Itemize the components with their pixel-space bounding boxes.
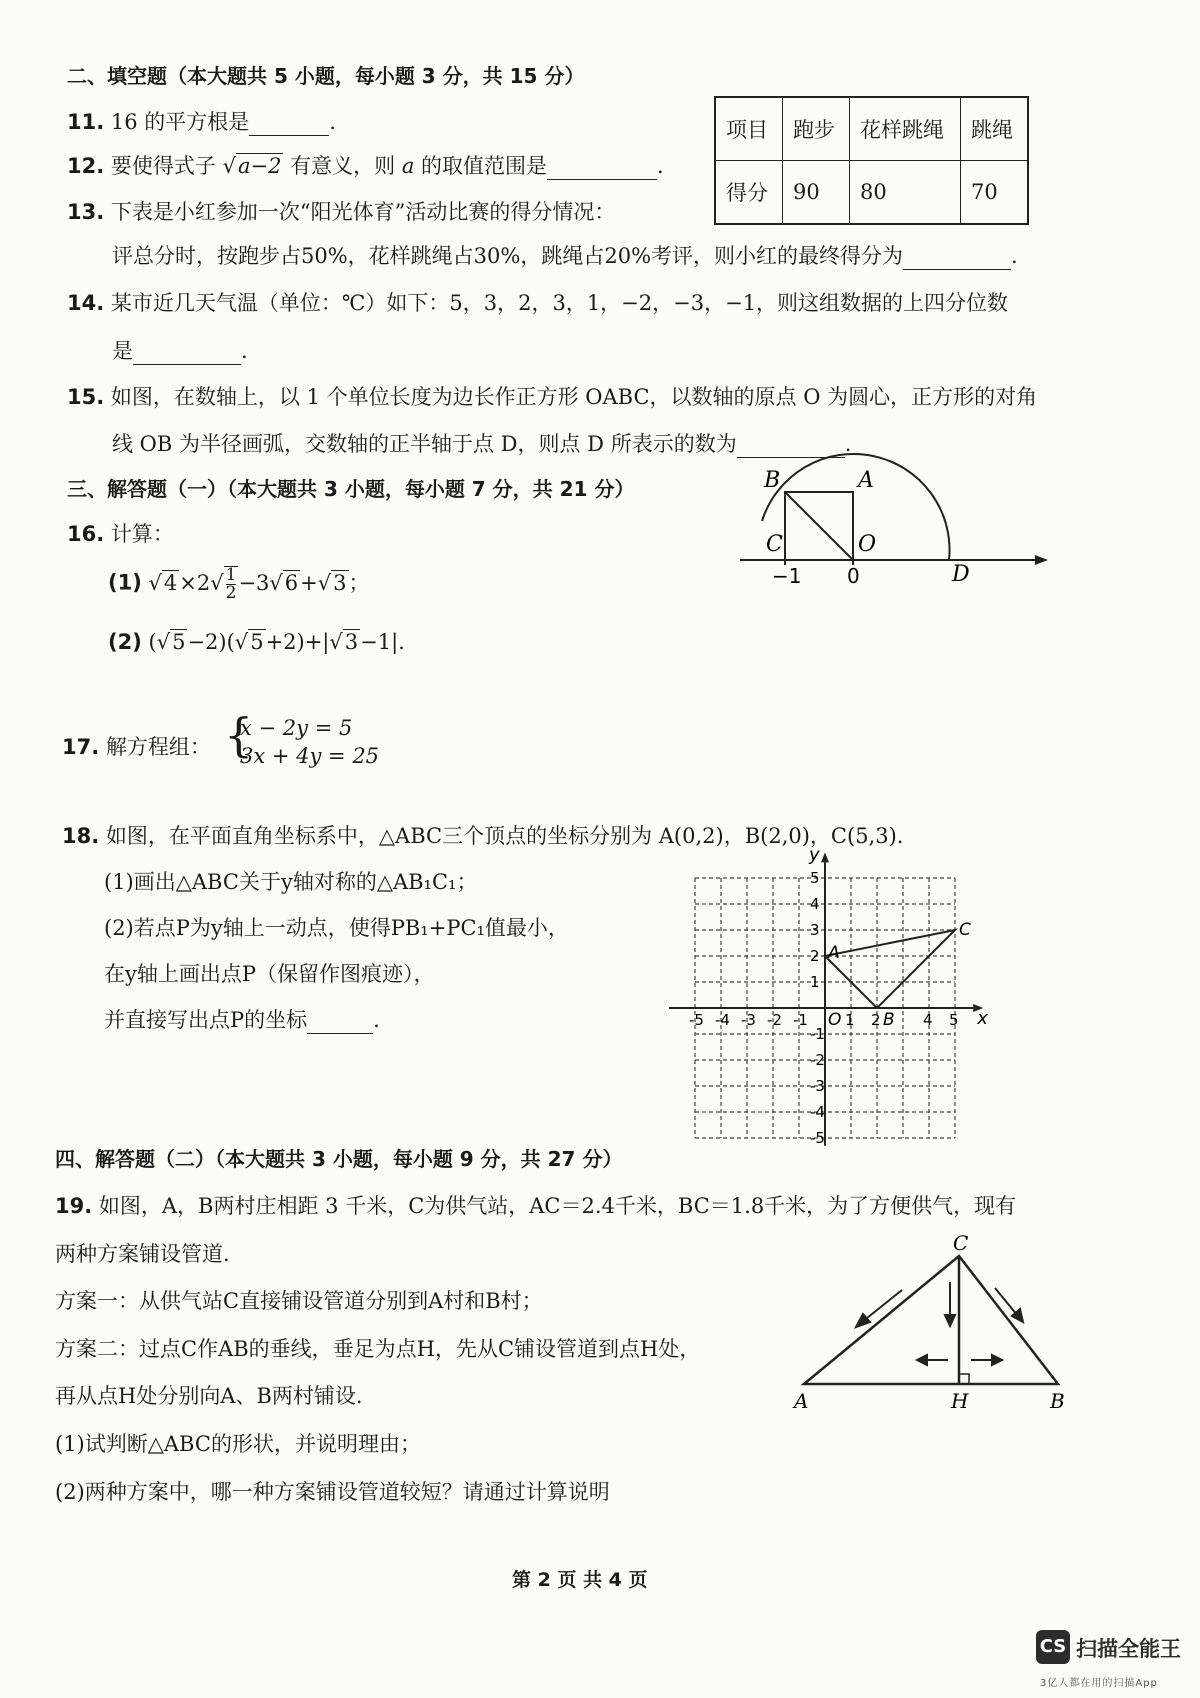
- figure-15-number-line: [730, 455, 1050, 590]
- question-19-line2: 两种方案铺设管道.: [55, 1242, 230, 1266]
- question-text: 要使得式子: [110, 154, 216, 178]
- diagonal-ob: [785, 492, 853, 560]
- arrow-head: [992, 1355, 1002, 1365]
- x-tick-label: 4: [923, 1011, 933, 1029]
- answer-blank: [547, 157, 657, 180]
- answer-blank: [903, 247, 1011, 270]
- origin-label: O: [828, 1010, 842, 1030]
- question-16-part1: [108, 566, 370, 602]
- x-tick-label: -4: [715, 1011, 730, 1029]
- triangle-abc: [825, 930, 955, 1008]
- x-tick-label: 1: [845, 1011, 855, 1029]
- point-label-c: C: [959, 920, 971, 940]
- question-15-line1: [67, 381, 1037, 411]
- question-text: 某市近几天气温（单位：℃）如下：5，3，2，3，1，−2，−3，−1，则这组数据的上四分位数: [110, 291, 1009, 315]
- question-text: 线 OB 为半径画弧，交数轴的正半轴于点 D，则点 D 所表示的数为: [112, 432, 737, 456]
- y-tick-label: -2: [810, 1051, 825, 1069]
- y-tick-label: 1: [810, 973, 820, 991]
- arc-bd: [762, 454, 950, 560]
- question-19-plan2a: 方案二：过点C作AB的垂线，垂足为点H，先从C铺设管道到点H处，: [55, 1337, 701, 1361]
- question-14-line2: [112, 335, 248, 365]
- y-tick-label: -3: [810, 1077, 825, 1095]
- arrow-head: [917, 1355, 927, 1365]
- question-text: 解方程组：: [105, 735, 211, 759]
- section-title-solve-2: 四、解答题（二）（本大题共 3 小题，每小题 9 分，共 27 分）: [55, 1147, 623, 1171]
- question-text: 评总分时，按跑步占50%，花样跳绳占30%，跳绳占20%考评，则小红的最终得分为: [112, 244, 904, 268]
- question-16-part2: [108, 630, 405, 654]
- table-header-cell: 跳绳: [961, 97, 1029, 161]
- point-label-a: A: [828, 943, 840, 963]
- point-label-a: A: [858, 468, 874, 493]
- y-axis-arrow: [821, 852, 829, 862]
- period: .: [657, 154, 664, 178]
- coordinate-grid: [665, 844, 988, 1147]
- figure-19-triangle: [790, 1232, 1080, 1412]
- point-label-c: C: [953, 1231, 969, 1255]
- question-11: [67, 106, 336, 136]
- period: .: [1011, 244, 1018, 268]
- table-header-row: [715, 97, 1028, 161]
- question-13-line1: [67, 196, 615, 226]
- x-tick-label: -3: [741, 1011, 756, 1029]
- score-table: [714, 96, 1029, 225]
- camscanner-logo-icon: CS: [1036, 1630, 1070, 1664]
- y-tick-label: 5: [810, 869, 820, 887]
- point-label-b: B: [1050, 1389, 1065, 1413]
- y-tick-label: -5: [810, 1129, 825, 1147]
- question-18-part1: (1)画出△ABC关于y轴对称的△AB₁C₁；: [104, 870, 478, 894]
- table-cell: 80: [850, 161, 961, 225]
- question-number: 14.: [67, 291, 105, 315]
- section-title-solve-1: 三、解答题（一）（本大题共 3 小题，每小题 7 分，共 21 分）: [67, 477, 635, 501]
- table-header-cell: 项目: [715, 97, 783, 161]
- question-text: 的取值范围是: [421, 154, 548, 178]
- point-label-b: B: [764, 468, 781, 493]
- question-number: 19.: [55, 1194, 93, 1218]
- question-18-part3: 在y轴上画出点P（保留作图痕迹），: [104, 962, 435, 986]
- math-expression-1: √4×2√ $\frac{1}{2}$ −3√6+√3；: [148, 565, 370, 603]
- table-cell: 70: [961, 161, 1029, 225]
- part-label: (1): [108, 570, 142, 595]
- y-tick-label: 2: [810, 947, 820, 965]
- question-13-line2: [112, 240, 1018, 270]
- arrow-head: [945, 1315, 955, 1326]
- question-number: 15.: [67, 385, 105, 409]
- question-19-part2: (2)两种方案中，哪一种方案铺设管道较短？请通过计算说明: [55, 1480, 610, 1504]
- question-text: 如图，在平面直角坐标系中，△ABC三个顶点的坐标分别为 A(0,2)，B(2,0)，C(5,3).: [105, 824, 904, 848]
- x-tick-label: 2: [871, 1011, 881, 1029]
- table-row-label: 得分: [715, 161, 783, 225]
- tick-label: −1: [772, 564, 802, 588]
- question-text: 是: [112, 339, 133, 363]
- question-text: 如图，在数轴上，以 1 个单位长度为边长作正方形 OABC，以数轴的原点 O 为圆心，正方形的对角: [110, 385, 1038, 409]
- camscanner-name: 扫描全能王: [1076, 1637, 1181, 1661]
- axis-arrow: [1035, 555, 1048, 565]
- question-18-part4: [104, 1004, 380, 1034]
- question-text: 并直接写出点P的坐标: [104, 1008, 308, 1032]
- period: .: [329, 110, 336, 134]
- equation-2: 3x + 4y = 25: [240, 744, 380, 768]
- point-label-b: B: [883, 1010, 895, 1030]
- answer-blank: [249, 113, 329, 136]
- point-label-c: C: [766, 532, 783, 557]
- question-14-line1: [67, 287, 1008, 317]
- question-19-line1: [55, 1190, 1016, 1220]
- y-tick-label: 3: [810, 921, 820, 939]
- table-header-cell: 花样跳绳: [850, 97, 961, 161]
- question-text: 有意义，则: [290, 154, 396, 178]
- question-15-line2: [112, 428, 851, 458]
- y-axis-label: y: [809, 844, 820, 866]
- arrow-to-b: [995, 1288, 1018, 1316]
- question-number: 13.: [67, 200, 105, 224]
- question-number: 16.: [67, 522, 105, 546]
- table-row: [715, 161, 1028, 225]
- question-19-part1: (1)试判断△ABC的形状，并说明理由；: [55, 1432, 421, 1456]
- x-tick-label: -1: [793, 1011, 808, 1029]
- question-text: 下表是小红参加一次“阳光体育”活动比赛的得分情况：: [110, 200, 616, 224]
- question-text: 如图，A，B两村庄相距 3 千米，C为供气站，AC＝2.4千米，BC＝1.8千米，为了方便供气，现有: [98, 1194, 1017, 1218]
- equation-1: x − 2y = 5: [240, 716, 353, 740]
- question-number: 12.: [67, 154, 105, 178]
- tick-label: 0: [847, 564, 860, 588]
- x-tick-label: -5: [689, 1011, 704, 1029]
- question-18-part2: (2)若点P为y轴上一动点，使得PB₁+PC₁值最小，: [104, 916, 569, 940]
- sqrt-expression: √a−2: [222, 154, 282, 178]
- radicand: a−2: [237, 154, 282, 178]
- point-label-d: D: [952, 562, 970, 587]
- right-angle-mark: [959, 1374, 969, 1384]
- camscanner-tagline: 3亿人都在用的扫描App: [1040, 1678, 1158, 1689]
- question-text: 16 的平方根是: [110, 110, 250, 134]
- question-number: 17.: [62, 735, 100, 759]
- section-title-fill-in: 二、填空题（本大题共 5 小题，每小题 3 分，共 15 分）: [67, 64, 585, 88]
- question-12: [67, 150, 664, 180]
- arrow-head: [856, 1314, 870, 1327]
- math-expression-2: (√5−2)(√5+2)+|√3−1|.: [148, 630, 405, 654]
- x-tick-label: 5: [949, 1011, 959, 1029]
- period: .: [241, 339, 248, 363]
- x-axis-label: x: [977, 1008, 988, 1029]
- page-footer: 第 2 页 共 4 页: [512, 1569, 648, 1591]
- answer-blank: [133, 342, 241, 365]
- period: .: [844, 432, 852, 456]
- y-tick-label: -1: [810, 1025, 825, 1043]
- question-text: 计算：: [110, 522, 174, 546]
- question-number: 11.: [67, 110, 105, 134]
- part-label: (2): [108, 630, 142, 654]
- question-16: [67, 518, 174, 548]
- period: .: [373, 1008, 380, 1032]
- point-label-a: A: [794, 1389, 809, 1413]
- question-number: 18.: [62, 824, 100, 848]
- point-label-h: H: [951, 1389, 969, 1413]
- x-tick-label: -2: [767, 1011, 782, 1029]
- answer-blank: [307, 1011, 373, 1034]
- point-label-o: O: [858, 532, 877, 557]
- arrow-to-a: [862, 1290, 902, 1322]
- question-17: [62, 731, 211, 761]
- variable: a: [401, 154, 415, 178]
- question-18-line1: [62, 820, 903, 850]
- table-header-cell: 跑步: [783, 97, 850, 161]
- table-cell: 90: [783, 161, 850, 225]
- y-tick-label: -4: [810, 1103, 825, 1121]
- equation-brace: {: [224, 708, 254, 762]
- y-tick-label: 4: [810, 895, 820, 913]
- question-19-plan2b: 再从点H处分别向A、B两村铺设.: [55, 1384, 363, 1408]
- question-19-plan1: 方案一：从供气站C直接铺设管道分别到A村和B村；: [55, 1289, 543, 1313]
